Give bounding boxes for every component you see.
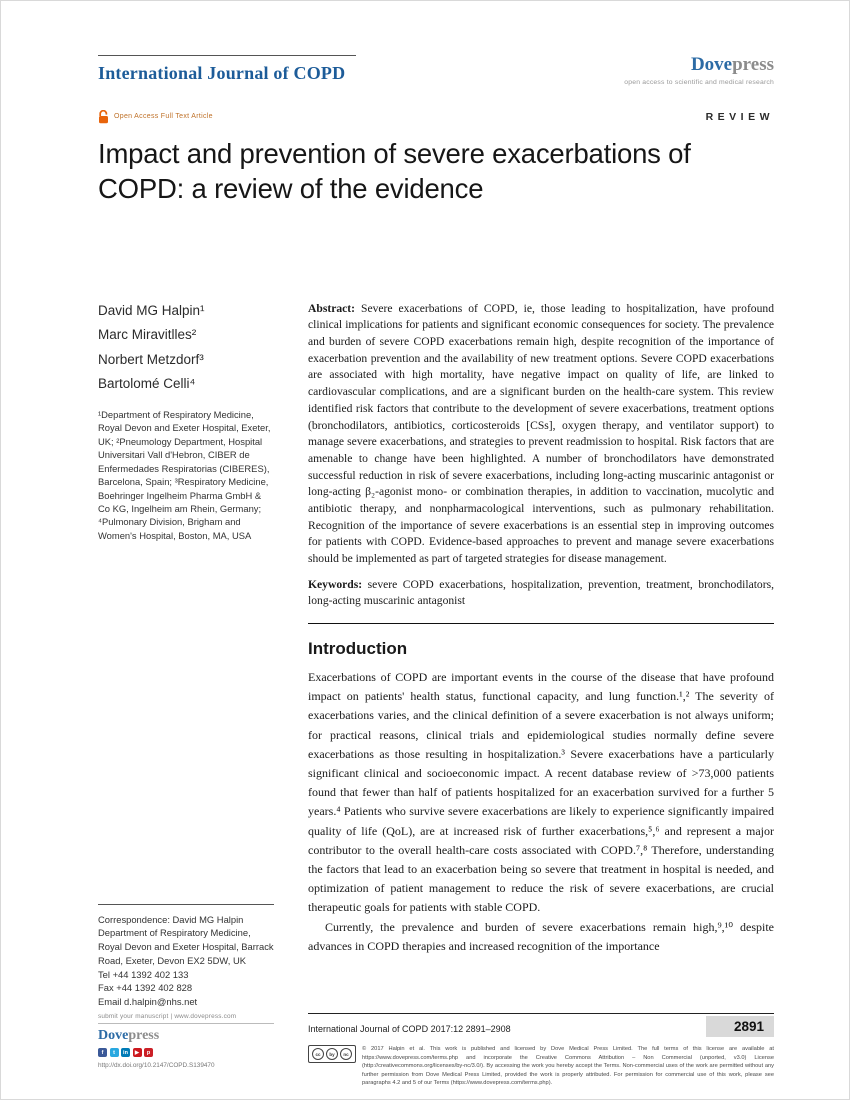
correspondence-block bbox=[98, 904, 274, 1009]
abstract-label: Abstract: bbox=[308, 301, 356, 315]
authors-list bbox=[98, 301, 274, 394]
logo-dove-text: Dove bbox=[690, 54, 733, 75]
keywords-text: severe COPD exacerbations, hospitalization, prevention, treatment, bronchodilators, long-acting muscarinic antagonist bbox=[308, 577, 775, 608]
twitter-icon[interactable]: t bbox=[110, 1048, 119, 1057]
dovepress-logo[interactable] bbox=[624, 55, 774, 76]
footer-logo-press-text: press bbox=[128, 1028, 160, 1043]
doi-link[interactable]: http://dx.doi.org/10.2147/COPD.S139470 bbox=[98, 1062, 215, 1069]
open-access-label: Open Access Full Text Article bbox=[114, 113, 213, 121]
facebook-icon[interactable]: f bbox=[98, 1048, 107, 1057]
correspondence-address: Department of Respiratory Medicine, Royal Devon and Exeter Hospital, Barrack Road, Exeter, Devon EX2 5DW, UK bbox=[98, 927, 274, 966]
open-access-link[interactable] bbox=[98, 110, 213, 124]
logo-press-text: press bbox=[732, 54, 774, 75]
abstract-text: Severe exacerbations of COPD, ie, those leading to hospitalization, have profound clinical implications for patients and significant economic consequences for society. The prevalence and burden of severe COPD exacerbations remain high, despite recognition of the importance of exacerbation prevention and the availability of new treatment options. Severe COPD exacerbations are associated with high mortality, have negative impact on quality of life, are linked to cardiovascular complications, and are a significant burden on the health-care system. This review identified risk factors that contribute to the development of severe exacerbations, treatment options (bronchodilators, antibiotics, corticosteroids [CSs], oxygen therapy, and ventilator support) to manage severe exacerbations, and strategies to prevent readmission to hospital. Risk factors that are amenable to change have been highlighted. A number of bronchodilators have demonstrated successful reduction in risk of severe exacerbations, including long-acting muscarinic antagonist or long-acting β₂-agonist mono- or combination therapies, in addition to vaccination, mucolytic and antibiotic therapy, and nonpharmacological interventions, such as pulmonary rehabilitation. Recognition of the importance of severe exacerbations is an essential step in improving outcomes for patients with COPD. Evidence-based approaches to prevent and manage severe exacerbations should be implemented as part of targeted strategies for disease management. bbox=[308, 301, 774, 566]
author-name: Bartolomé Celli⁴ bbox=[98, 376, 196, 392]
correspondence-name: Correspondence: David MG Halpin bbox=[98, 913, 244, 925]
footer-right-block bbox=[308, 1013, 774, 1088]
left-column bbox=[98, 301, 274, 1009]
publisher-block bbox=[624, 55, 774, 86]
cc-by-nc-license-icon[interactable] bbox=[308, 1045, 356, 1063]
cc-nc-icon: nc bbox=[340, 1048, 352, 1060]
article-type-label: REVIEW bbox=[705, 110, 774, 123]
copyright-text: © 2017 Halpin et al. This work is published and licensed by Dove Medical Press Limited. The full terms of this license are available at https://www.dovepress.com/terms.php and incorporate the Creative Commons Attribution – Non Commercial (unported, v3.0) License (http://creativecommons.org/licenses/by-nc/3.0/). By accessing the work you hereby accept the Terms. Non-commercial uses of the work are permitted without any further permission from Dove Medical Press Limited, provided the work is properly attributed. For permission for commercial use of this work, please see paragraphs 4.2 and 5 of our Terms (https://www.dovepress.com/terms.php). bbox=[362, 1046, 774, 1087]
publisher-tagline: open access to scientific and medical research bbox=[624, 78, 774, 86]
correspondence-email[interactable]: Email d.halpin@nhs.net bbox=[98, 996, 198, 1008]
youtube-icon[interactable]: ▶ bbox=[133, 1048, 142, 1057]
linkedin-icon[interactable]: in bbox=[121, 1048, 130, 1057]
pinterest-icon[interactable]: p bbox=[144, 1048, 153, 1057]
cc-icon: cc bbox=[312, 1048, 324, 1060]
introduction-paragraph-2: Currently, the prevalence and burden of severe exacerbations remain high,⁹,¹⁰ despite advances in COPD therapies and increased recognition of the importance bbox=[308, 919, 774, 953]
cc-by-icon: by bbox=[326, 1048, 338, 1060]
author-name: David MG Halpin¹ bbox=[98, 302, 205, 318]
citation-row bbox=[308, 1014, 774, 1037]
submit-separator: | bbox=[170, 1013, 173, 1020]
keywords-label: Keywords: bbox=[308, 577, 363, 591]
author-name: Norbert Metzdorf³ bbox=[98, 351, 204, 367]
correspondence-tel: Tel +44 1392 402 133 bbox=[98, 968, 189, 980]
correspondence-fax: Fax +44 1392 402 828 bbox=[98, 982, 193, 994]
keywords bbox=[308, 577, 774, 610]
page-header bbox=[98, 55, 774, 86]
section-divider-rule bbox=[308, 623, 774, 624]
dovepress-site-link[interactable]: www.dovepress.com bbox=[174, 1013, 237, 1020]
article-title: Impact and prevention of severe exacerbations of COPD: a review of the evidence bbox=[98, 137, 691, 204]
introduction-paragraph-1: Exacerbations of COPD are important events in the course of the disease that have profound impact on patients' health status, functional capacity, and lung function.¹,² The severity of exacerbations varies, and the clinical definition of a severe exacerbation is not always uniform; for practical reasons, clinical trials and epidemiological studies normally define severe exacerbations as those resulting in hospitalization.³ Severe exacerbations have a particularly significant clinical and socioeconomic impact. A recent database review of >73,000 patients found that fewer than half of patients hospitalized for an exacerbation survived for a further 5 years.⁴ Patients who survive severe exacerbations are likely to experience significantly impaired quality of life (QoL), are at increased risk of further exacerbations,⁵,⁶ and represent a major contributor to the overall health-care costs associated with COPD.⁷,⁸ Therefore, understanding the factors that lead to an exacerbation being so severe that treatment in hospital is needed, and optimization of patient management to reduce the risk of severe exacerbations, are crucial therapeutic goals for patients with stable COPD. bbox=[308, 670, 774, 915]
submit-manuscript-line bbox=[98, 1013, 274, 1024]
open-access-icon bbox=[98, 110, 109, 124]
footer-left-block bbox=[98, 1013, 274, 1088]
article-body bbox=[98, 301, 774, 1009]
right-column bbox=[308, 301, 774, 1009]
author-affiliation-block bbox=[98, 301, 274, 543]
footer-dovepress-logo[interactable] bbox=[98, 1028, 274, 1044]
journal-citation: International Journal of COPD 2017:12 2891–2908 bbox=[308, 1023, 511, 1034]
article-meta-row bbox=[98, 110, 774, 124]
social-icons-row bbox=[98, 1048, 274, 1057]
license-row bbox=[308, 1045, 774, 1088]
page-footer bbox=[98, 1013, 774, 1088]
abstract bbox=[308, 301, 774, 568]
journal-name: International Journal of COPD bbox=[98, 55, 356, 84]
introduction-heading: Introduction bbox=[308, 639, 408, 659]
author-name: Marc Miravitlles² bbox=[98, 327, 197, 343]
page-number-badge: 2891 bbox=[706, 1016, 774, 1037]
footer-logo-dove-text: Dove bbox=[98, 1028, 129, 1043]
affiliations-text: ¹Department of Respiratory Medicine, Royal Devon and Exeter Hospital, Exeter, UK; ²Pneumology Department, Hospital Universitari Vall d'Hebron, CIBER de Enfermedades Respiratorias (CIBERES), Barcelona, Spain; ³Respiratory Medicine, Boehringer Ingelheim Pharma GmbH & Co KG, Ingelheim am Rhein, Germany; ⁴Pulmonary Division, Brigham and Women's Hospital, Boston, MA, USA bbox=[98, 408, 271, 541]
submit-label: submit your manuscript bbox=[98, 1013, 169, 1020]
